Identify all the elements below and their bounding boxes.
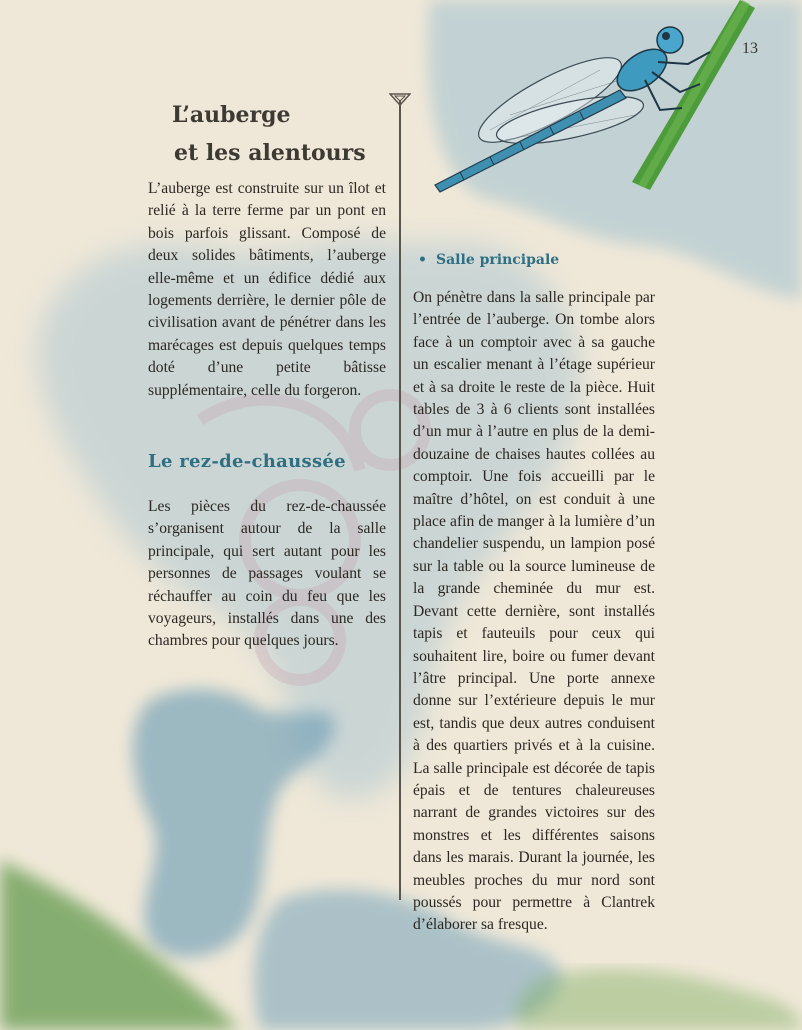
rez-de-chaussee-paragraph: Les pièces du rez-de-chaussée s’organisent autour de la salle principale, qui sert autant pour les personnes de passages voulant se réchauffer au coin du feu que les voyageurs, installés dans une des chambres pour quelques jours. bbox=[148, 498, 386, 650]
subsection-heading-label: Salle principale bbox=[436, 252, 560, 268]
dragonfly-icon bbox=[420, 0, 760, 200]
divider-ornament-icon bbox=[389, 93, 411, 107]
page-number: 13 bbox=[742, 40, 758, 57]
section-heading-rez-de-chaussee: Le rez-de-chaussée bbox=[148, 451, 346, 472]
intro-paragraph: L’auberge est construite sur un îlot et relié à la terre ferme par un pont en bois parfois glissant. Composé de deux solides bâtiments, l’auberge elle-même et un édifice dédié aux logements derrière, le dernier pôle de civilisation avant de pénétrer dans les marécages est depuis quelques temps doté d’une petite bâtisse supplémentaire, celle du forgeron. bbox=[148, 180, 386, 399]
page-title-line-2: et les alentours bbox=[174, 140, 366, 166]
page-title-line-1: L’auberge bbox=[172, 102, 291, 128]
column-divider bbox=[399, 100, 401, 900]
bullet-icon: • bbox=[418, 252, 427, 268]
salle-principale-paragraph: On pénètre dans la salle principale par l’entrée de l’auberge. On tombe alors face à un comptoir avec à sa gauche un escalier menant à l’étage supérieur et à sa droite le reste de la pièce. Huit tables de 3 à 6 clients sont installées d’un mur à l’autre en plus de la demi-douzaine de chaises hautes collées au comptoir. Une fois accueilli par le maître d’hôtel, on est conduit à une place afin de manger à la lumière d’un chandelier suspendu, un lampion posé sur la table ou la source lumineuse de la grande cheminée du mur est. Devant cette dernière, sont installés tapis et fauteuils pour ceux qui souhaitent lire, boire ou fumer devant l’âtre principal. Une porte annexe donne sur l’extérieure depuis le mur est, tandis que deux autres conduisent à des quartiers privés et à la cuisine. La salle principale est décorée de tapis épais et de tentures chaleureuses narrant de grandes victoires sur des monstres et les différentes saisons dans les marais. Durant la journée, les meubles proches du mur nord sont poussés pour permettre à Clantrek d’élaborer sa fresque. bbox=[413, 289, 655, 934]
subsection-heading-salle-principale bbox=[418, 252, 658, 268]
page-title bbox=[172, 96, 392, 172]
